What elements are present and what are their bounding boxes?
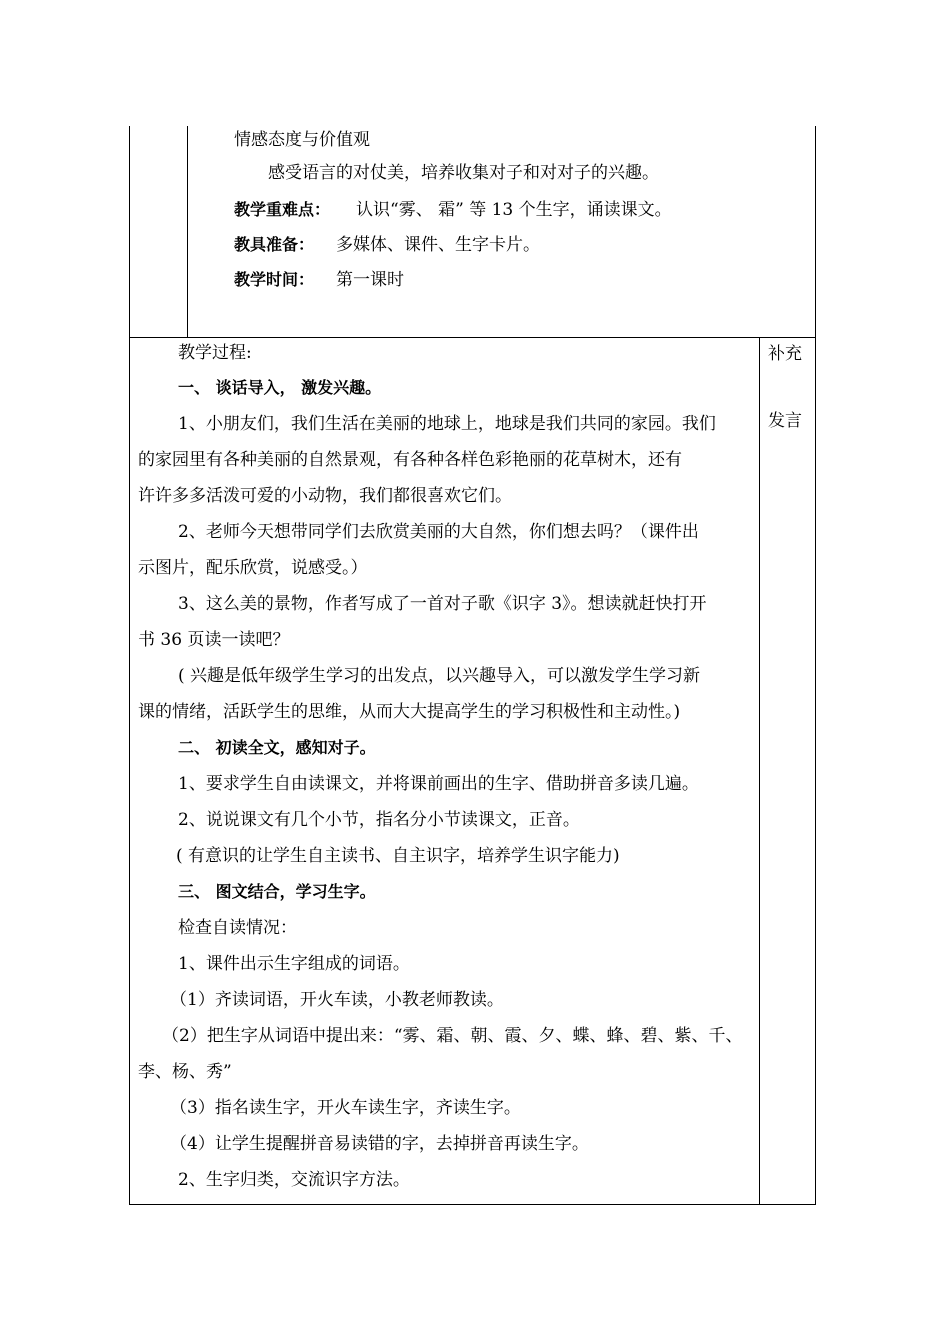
table-right-border [815, 126, 816, 1205]
side-label-supplement: 补充 [768, 344, 802, 364]
upper-heading: 情感态度与价值观 [234, 130, 370, 150]
upper-goal: 感受语言的对仗美，培养收集对子和对对子的兴趣。 [268, 163, 659, 183]
table-bottom-border [129, 1204, 816, 1205]
paragraph-line: 示图片，配乐欣赏，说感受。） [138, 558, 368, 578]
paragraph-line: 1、课件出示生字组成的词语。 [178, 954, 410, 974]
row-divider [129, 337, 816, 338]
side-column-border [759, 337, 760, 1205]
key-points-label: 教学重难点： [234, 200, 331, 219]
paragraph-line: （2）把生字从词语中提出来：“雾、霜、朝、霞、夕、蝶、蜂、碧、紫、千、 [162, 1026, 743, 1046]
time-label: 教学时间： [234, 270, 315, 289]
paragraph-line: 许许多多活泼可爱的小动物，我们都很喜欢它们。 [138, 486, 512, 506]
paragraph-line: ( 兴趣是低年级学生学习的出发点，以兴趣导入，可以激发学生学习新 [178, 666, 701, 686]
section-heading-3: 三、 图文结合，学习生字。 [178, 882, 376, 901]
key-points-value: 认识“雾、 霜” 等 13 个生字，诵读课文。 [356, 200, 672, 220]
paragraph-line: 2、老师今天想带同学们去欣赏美丽的大自然，你们想去吗？（课件出 [178, 522, 699, 542]
materials-label: 教具准备： [234, 235, 315, 254]
paragraph-line: （4）让学生提醒拼音易读错的字，去掉拼音再读生字。 [170, 1134, 589, 1154]
section-heading-1: 一、 谈话导入， 激发兴趣。 [178, 378, 382, 397]
table-left-border [129, 126, 130, 1205]
section-heading-2: 二、 初读全文，感知对子。 [178, 738, 376, 757]
time-value: 第一课时 [336, 270, 404, 290]
process-title: 教学过程: [178, 343, 252, 363]
side-label-speech: 发言 [768, 411, 802, 431]
paragraph-line: （3）指名读生字，开火车读生字，齐读生字。 [170, 1098, 521, 1118]
paragraph-line: 的家园里有各种美丽的自然景观，有各种各样色彩艳丽的花草树木，还有 [138, 450, 682, 470]
upper-inner-border [187, 126, 188, 337]
paragraph-line: 1、要求学生自由读课文，并将课前画出的生字、借助拼音多读几遍。 [178, 774, 699, 794]
paragraph-line: 检查自读情况： [178, 918, 297, 938]
paragraph-line: 书 36 页读一读吧？ [138, 630, 290, 650]
paragraph-line: 李、杨、秀” [138, 1062, 232, 1082]
paragraph-line: ( 有意识的让学生自主读书、自主识字，培养学生识字能力) [176, 846, 620, 866]
paragraph-line: 2、生字归类，交流识字方法。 [178, 1170, 410, 1190]
materials-value: 多媒体、课件、生字卡片。 [336, 235, 540, 255]
paragraph-line: （1）齐读词语，开火车读，小教老师教读。 [170, 990, 504, 1010]
paragraph-line: 课的情绪，活跃学生的思维，从而大大提高学生的学习积极性和主动性。) [138, 702, 681, 722]
paragraph-line: 2、说说课文有几个小节，指名分小节读课文，正音。 [178, 810, 580, 830]
paragraph-line: 3、这么美的景物，作者写成了一首对子歌《识字 3》。想读就赶快打开 [178, 594, 707, 614]
paragraph-line: 1、小朋友们，我们生活在美丽的地球上，地球是我们共同的家园。我们 [178, 414, 716, 434]
